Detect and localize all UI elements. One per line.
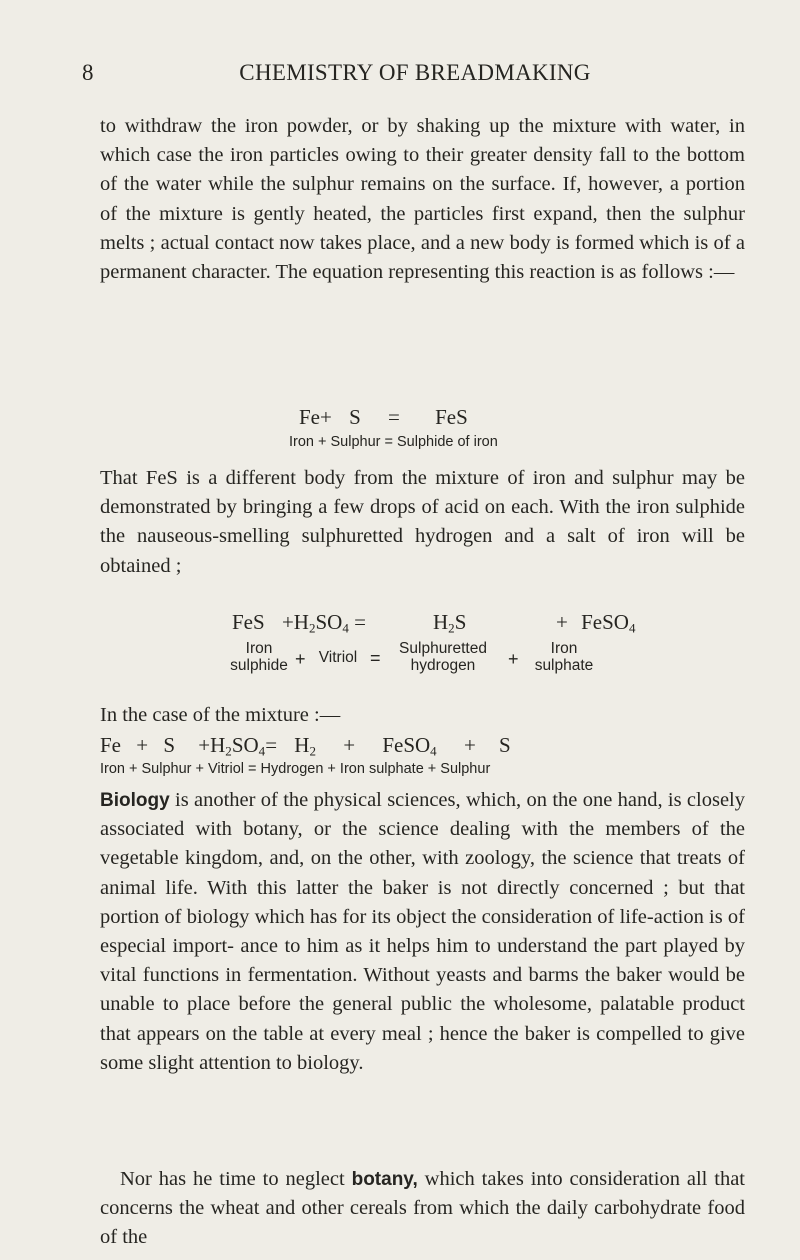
eq2-equals: = (354, 610, 366, 634)
eq2-term4: FeSO$_4$ (581, 610, 636, 636)
eq2-term1: FeS (232, 610, 265, 634)
eq2-word-plus2: + (508, 649, 519, 669)
page-number: 8 (82, 60, 94, 85)
eq3-plus4: + (463, 733, 476, 757)
eq2-term2: $H_2SO_4$ (293, 610, 349, 636)
eq1-words: Iron + Sulphur = Sulphide of iron (289, 434, 498, 450)
eq3-iron-sulphate: FeSO$_4$ (382, 733, 437, 759)
term-biology: Biology (100, 790, 170, 811)
eq3-plus1: + (136, 733, 149, 757)
running-title: CHEMISTRY OF BREADMAKING (239, 60, 591, 85)
term-botany: botany, (351, 1169, 418, 1190)
paragraph-4-text: Nor has he time to neglect botany, which takes into consideration all that concerns the wheat and other cereals from which the daily carbohydrate food of the (100, 1168, 745, 1249)
eq2-plus1: + (281, 610, 294, 634)
eq3-words: Iron + Sulphur + Vitriol = Hydrogen + Iron sulphate + Sulphur (100, 761, 491, 777)
eq2-word-iron-sulphide: Iron sulphide (230, 640, 288, 674)
eq2-word-iron-sulphate: Iron sulphate (534, 640, 594, 674)
paragraph-3-text: Biology is another of the physical sciences, which, on the one hand, is closely associated with botany, or the science dealing with the members of the vegetable kingdom, and, on the other, with zoology, the science that treats of animal life. With this latter the baker is not directly concerned ; but that portion of biology which has for its object the consideration of life-action is of especial import- ance to him as it helps him to understand the part played by vital functions in fermentation. Without yeasts and barms the baker would be unable to place before the general public the wholesome, palatable product that appears on the table at every meal ; hence the baker is compelled to give some slight attention to biology. (100, 789, 745, 1074)
eq2-word-plus1: + (295, 649, 306, 669)
eq3-hydrogen: $H_2$ (294, 733, 316, 759)
eq3-sulphur-out: S (499, 733, 511, 757)
eq3-vitriol: $H_2SO_4$ (210, 733, 266, 759)
eq3-plus3: + (343, 733, 356, 757)
paragraph-biology (100, 786, 745, 1078)
eq2-plus2: + (556, 610, 568, 634)
eq2-term3: $H_2S$ (433, 610, 467, 636)
running-header (0, 60, 800, 94)
mixture-intro-text: In the case of the mixture :— (100, 704, 341, 726)
eq3-sulphur: S (163, 733, 176, 757)
paragraph-2-text: That FeS is a different body from the mixture of iron and sulphur may be demonstrated by bringing a few drops of acid on each. With the iron sulphide the nauseous-smelling sulphuretted hydrogen and a salt of iron will be obtained ; (100, 467, 745, 577)
eq2-word-equals: = (370, 648, 381, 668)
eq3-plus2: + (198, 733, 211, 757)
paragraph-iron-sulphur (100, 112, 745, 287)
eq1-sulphur: S (349, 405, 361, 429)
eq2-word-vitriol: Vitriol (318, 649, 358, 666)
paragraph-botany (100, 1165, 745, 1253)
eq2-word-sulphuretted-hydrogen: Sulphuretted hydrogen (399, 640, 487, 674)
paragraph-1-text: to withdraw the iron powder, or by shaking up the mixture with water, in which case the iron particles owing to their greater density fall to the bottom of the water while the sulphur remains on the surface. If, however, a portion of the mixture is gently heated, the particles first expand, then the sulphur melts ; actual contact now takes place, and a new body is formed which is of a permanent character. The equation representing this reaction is as follows :— (100, 115, 745, 284)
eq3-iron: Fe (100, 733, 121, 757)
eq1-equals: = (388, 405, 400, 429)
mixture-intro (100, 701, 745, 730)
eq1-iron: Fe (299, 405, 320, 429)
eq3-equals: = (265, 733, 278, 757)
eq1-product: FeS (435, 405, 468, 429)
eq1-plus: + (320, 405, 332, 429)
paragraph-acid-test (100, 464, 745, 581)
